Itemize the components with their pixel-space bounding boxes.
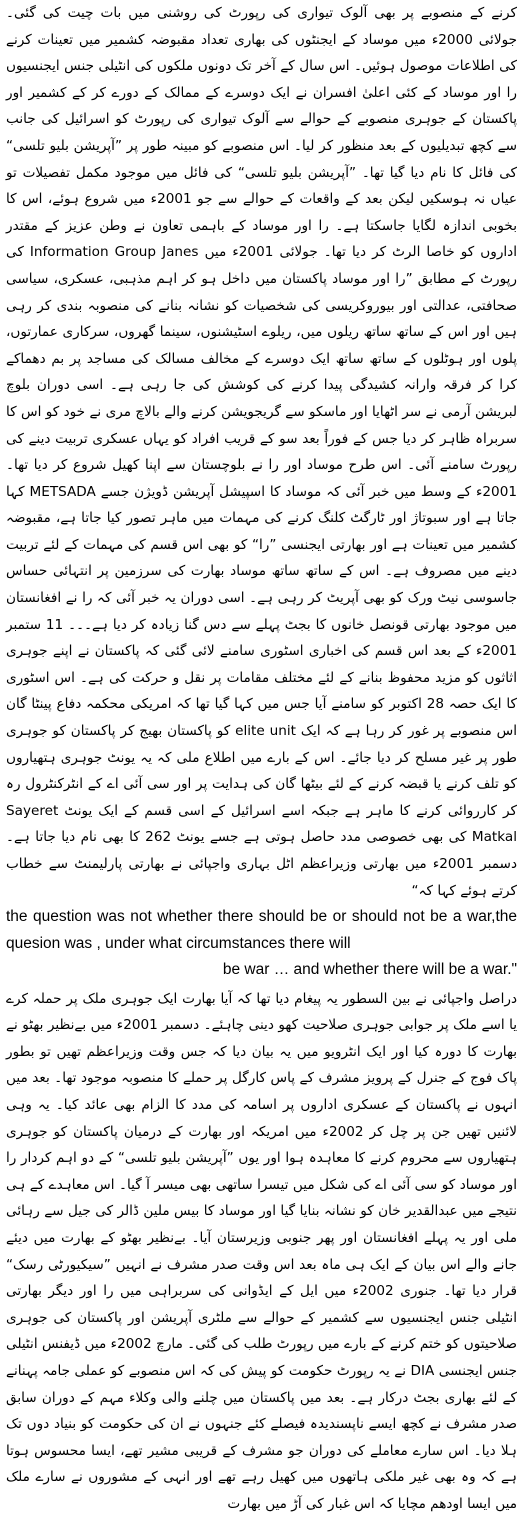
article-paragraph-1: کرنے کے منصوبے پر بھی آلوک تیواری کی رپورٹ کی روشنی میں بات چیت کی گئی۔ جولائی 2000ء میں موساد کے ایجنٹوں کی بھاری تعداد مقبوضہ کشمیر میں تعینات کرنے کی اطلاعات موصول ہوئیں۔ اس سال کے آخر تک دونوں ملکوں کی انٹیلی جنس ایجنسیوں را اور موساد کے کئی اعلیٰ افسران نے ایک دوسرے کے ممالک کے دورے کر کے کشمیر اور پاکستان کے جوہری منصوبے کے حوالے سے آلوک تیواری کی رپورٹ کو اسرائیل کی جانب سے کچھ تبدیلیوں کے بعد منظور کر لیا۔ اس منصوبے کو مبینہ طور پر ”آپریشن بلیو تلسی“ کی فائل کا نام دیا گیا تھا۔ ”آپریشن بلیو تلسی“ کی فائل میں موجود مکمل تفصیلات تو عیاں نہ ہوسکیں لیکن بعد کے واقعات کے حوالے سے جو 2001ء میں شروع ہوئے، اس کا بخوبی اندازہ لگایا جاسکتا ہے۔ را اور موساد کے باہمی تعاون نے وطن عزیز کے مقتدر اداروں کو خاصا الرٹ کر دیا تھا۔ جولائی 2001ء میں Information Group Janes کی رپورٹ کے مطابق ”را اور موساد پاکستان میں داخل ہو کر اہم مذہبی، عسکری، سیاسی صحافتی، عدالتی اور بیوروکریسی کی شخصیات کو نشانہ بنانے کی منصوبہ بندی کر رہی ہیں اور اس کے ساتھ ساتھ ریلوں میں، ریلوے اسٹیشنوں، سینما گھروں، سرکاری عمارتوں، پلوں اور ہوٹلوں کے ساتھ ساتھ ایک دوسرے کے مخالف مسالک کی مساجد پر بم دھماکے کرا کر فرقہ وارانہ کشیدگی پیدا کرنے کی کوشش کی جا رہی ہے۔ اسی دوران بلوچ لبریشن آرمی نے سر اٹھایا اور ماسکو سے گریجویشن کرنے والے بالاچ مری نے خود کو اس کا سربراہ ظاہر کر دیا جس کے فوراً بعد سو کے قریب افراد کو یہاں عسکری تربیت دینے کی رپورٹ سامنے آئی۔ اس طرح موساد اور را نے بلوچستان سے اپنا کھیل شروع کر دیا تھا۔ 2001ء کے وسط میں خبر آئی کہ موساد کا اسپیشل آپریشن ڈویژن جسے METSADA کہا جاتا ہے اور سبوتاژ اور ٹارگٹ کلنگ کرنے کی مہمات میں ماہر تصور کیا جاتا ہے، مقبوضہ کشمیر میں تعینات ہے اور بھارتی ایجنسی ”را“ کو بھی اس قسم کی مہمات کے لئے تربیت دینے میں مصروف ہے۔ اس کے ساتھ ساتھ موساد بھارت کی سرزمین پر انتہائی حساس جاسوسی نیٹ ورک کو بھی آپریٹ کر رہی ہے۔ اسی دوران یہ خبر آئی کہ را نے افغانستان میں موجود بھارتی قونصل خانوں کا بجٹ پہلے سے دس گنا زیادہ کر دیا ہے۔۔۔ 11 ستمبر 2001ء کے بعد اس قسم کی اخباری اسٹوری سامنے لائی گئی کہ پاکستان نے اپنے جوہری اثاثوں کو مزید محفوظ بنانے کے لئے مختلف مقامات پر نقل و حرکت کی ہے۔ اس اسٹوری کا ایک حصہ 28 اکتوبر کو سامنے آیا جس میں کہا گیا تھا کہ امریکی محکمہ دفاع پینٹا گان اس منصوبے پر غور کر رہا ہے کہ ایک elite unit کو پاکستان بھیج کر پاکستان کو جوہری طور پر غیر مسلح کر دیا جائے۔ اس کے بارے میں اطلاع ملی کہ یہ یونٹ جوہری ہتھیاروں کو تلف کرنے یا قبضہ کرنے کے لئے بیٹھا گان کی ہدایت پر اور سی آئی اے کے انٹرکنٹرول رہ کر کارروائی کرنے کا ماہر ہے جبکہ اسے اسرائیل کے اسی قسم کے ایک یونٹ Sayeret Matkal کی بھی خصوصی مدد حاصل ہوتی ہے جسے یونٹ 262 کا بھی نام دیا جاتا ہے۔ دسمبر 2001ء میں بھارتی وزیراعظم اٹل بہاری واجپائی نے بھارتی پارلیمنٹ سے خطاب کرتے ہوئے کہا کہ“ bbox=[6, 5, 518, 899]
english-quote bbox=[6, 904, 517, 984]
quote-text: the question was not whether there should be or should not be a war,the quesion was , under what circumstances there will bbox=[6, 908, 517, 952]
article-paragraph-2: دراصل واجپائی نے بین السطور یہ پیغام دیا تھا کہ آیا بھارت ایک جوہری ملک پر حملہ کرے یا اسے ملک پر جوابی جوہری صلاحیت کھو دینی چاہئے۔ دسمبر 2001ء میں بےنظیر بھٹو نے بھارت کا دورہ کیا اور ایک انٹرویو میں یہ بیان دیا کہ جس وقت وزیراعظم تھیں تو بطور پاک فوج کے جنرل کے پرویز مشرف کے پاس کارگل پر حملے کا منصوبہ موجود تھا۔ بعد میں انہوں نے پاکستان کے عسکری اداروں پر اسامہ کی مدد کا الزام بھی عائد کیا۔ یہ وہی لائنیں تھیں جن پر چل کر 2002ء میں امریکہ اور بھارت کے درمیان پاکستان کو جوہری ہتھیاروں سے محروم کرنے کا معاہدہ ہوا اور یوں ”آپریشن بلیو تلسی“ کے دو اہم کردار را اور موساد کو سی آئی اے کی شکل میں تیسرا ساتھی بھی میسر آ گیا۔ اس معاہدے کے ہی نتیجے میں عبدالقدیر خان کو نشانہ بنایا گیا اور موساد کا بیس ملین ڈالر کی جیل سے رہائی ملی اور یہ پہلے افغانستان اور پھر جنوبی وزیرستان آیا۔ بےنظیر بھٹو کے بھارت میں دیئے جانے والے اس بیان کے ایک ہی ماہ بعد اس وقت صدر مشرف نے انہیں ”سیکیورٹی رسک“ قرار دیا تھا۔ جنوری 2002ء میں ایل کے ایڈوانی کی سربراہی میں را اور دیگر بھارتی انٹیلی جنس ایجنسیوں سے کشمیر کے حوالے سے ملٹری آپریشن اور پاکستان کی جوہری صلاحیتوں کو ختم کرنے کے بارے میں رپورٹ طلب کی گئی۔ مارچ 2002ء میں ڈیفنس انٹیلی جنس ایجنسی DIA نے یہ رپورٹ حکومت کو پیش کی کہ اس منصوبے کو عملی جامہ پہنانے کے لئے بھاری بجٹ درکار ہے۔ بعد میں پاکستان میں چلنے والی وکلاء مہم کے دوران سابق صدر مشرف نے کچھ ایسے ناپسندیدہ فیصلے کئے جنہوں نے ان کی حکومت کو بنیاد دوں تک ہلا دیا۔ اس سارے معاملے کی دوران جو مشرف کے قریبی مشیر تھے، ایسا محسوس ہوتا ہے کہ وہ بھی غیر ملکی ہاتھوں میں کھیل رہے تھے اور انہی کے مشوروں نے سارے ملک میں ایسا اودھم مچایا کہ اس غبار کی آڑ میں بھارت bbox=[6, 990, 518, 1512]
quote-text-end: be war … and whether there will be a war." bbox=[222, 961, 517, 979]
